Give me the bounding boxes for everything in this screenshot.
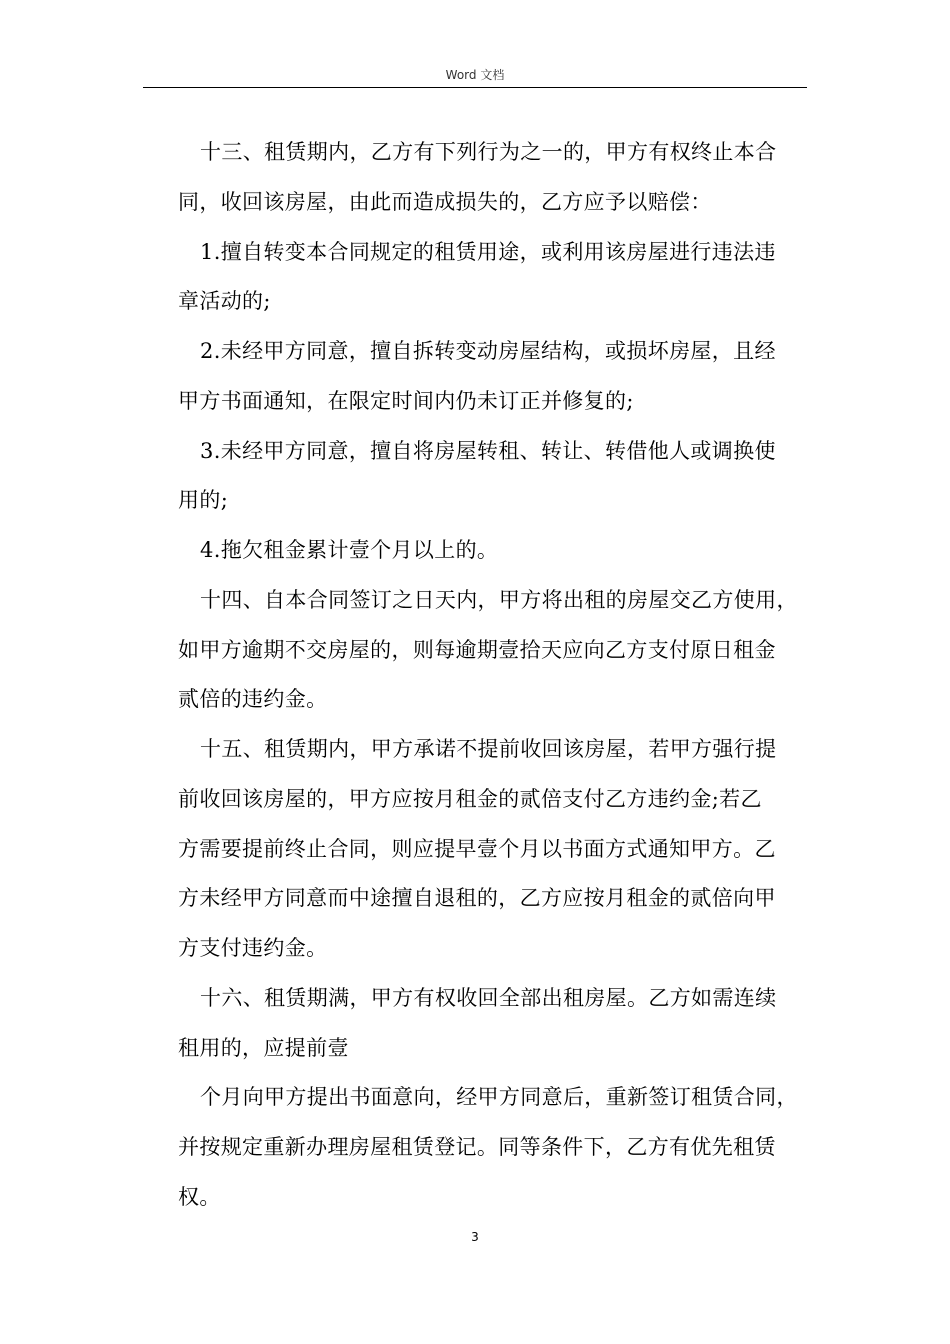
text-line: 租用的，应提前壹 [178,1035,349,1060]
text-line: 十五、租赁期内，甲方承诺不提前收回该房屋，若甲方强行提 [200,737,777,761]
text-line: 个月向甲方提出书面意向，经甲方同意后，重新签订租赁合同， [200,1085,798,1110]
text-line: 用的; [178,488,229,513]
text-line: 章活动的; [178,289,271,314]
text-line: 1.擅自转变本合同规定的租赁用途，或利用该房屋进行违法违 [200,239,776,264]
text-line: 十三、租赁期内，乙方有下列行为之一的，甲方有权终止本合 [200,140,777,164]
header-divider [143,87,807,88]
text-line: 如甲方逾期不交房屋的，则每逾期壹拾天应向乙方支付原日租金 [178,637,776,662]
text-line: 前收回该房屋的，甲方应按月租金的贰倍支付乙方违约金;若乙 [178,786,762,811]
text-line: 方需要提前终止合同，则应提早壹个月以书面方式通知甲方。乙 [178,836,776,861]
header-title: Word 文档 [445,68,505,82]
page-header [143,66,807,84]
text-line: 3.未经甲方同意，擅自将房屋转租、转让、转借他人或调换使 [200,438,776,463]
text-line: 并按规定重新办理房屋租赁登记。同等条件下，乙方有优先租赁 [178,1135,776,1159]
text-line: 2.未经甲方同意，擅自拆转变动房屋结构，或损坏房屋，且经 [200,339,776,363]
text-line: 同，收回该房屋，由此而造成损失的，乙方应予以赔偿： [178,189,712,214]
text-line: 贰倍的违约金。 [178,687,328,712]
page-number [0,1229,950,1245]
page-number-value: 3 [471,1230,479,1244]
text-line: 甲方书面通知，在限定时间内仍未订正并修复的; [178,388,634,413]
text-line: 方支付违约金。 [178,936,328,960]
text-line: 十六、租赁期满，甲方有权收回全部出租房屋。乙方如需连续 [200,985,777,1010]
text-line: 方未经甲方同意而中途擅自退租的，乙方应按月租金的贰倍向甲 [178,886,776,911]
text-line: 4.拖欠租金累计壹个月以上的。 [200,538,499,562]
text-line: 十四、自本合同签订之日天内，甲方将出租的房屋交乙方使用， [200,587,798,612]
document-body [178,128,810,1223]
text-line: 权。 [178,1184,221,1209]
